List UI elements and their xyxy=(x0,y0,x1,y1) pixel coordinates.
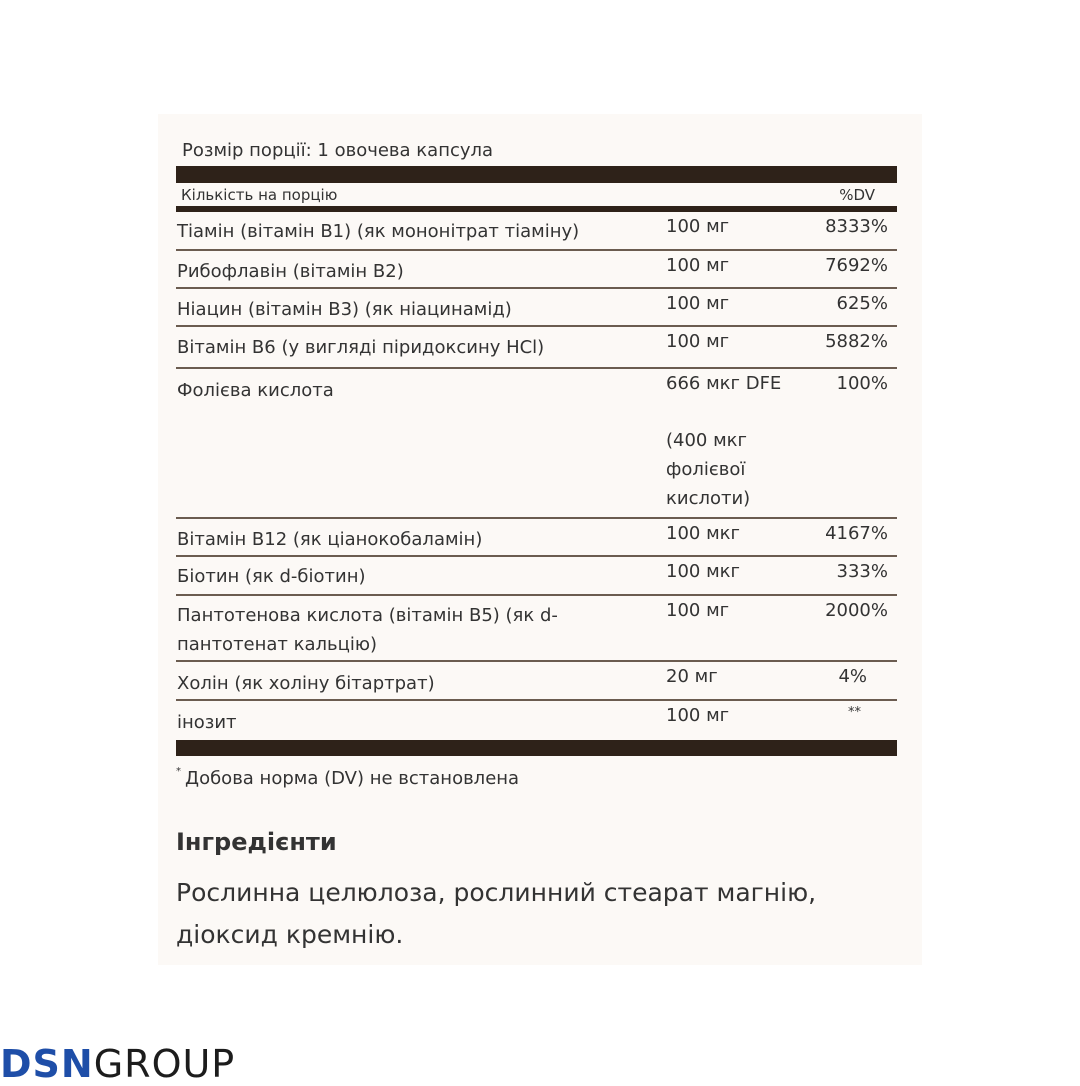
nutrient-amount: 20 мг xyxy=(666,666,718,687)
nutrient-dv: ** xyxy=(848,705,861,720)
nutrient-name: Ніацин (вітамін B3) (як ніацинамід) xyxy=(177,299,512,320)
brand-logo xyxy=(0,1044,235,1084)
dv-column-label: %DV xyxy=(839,186,875,204)
nutrient-dv: 2000% xyxy=(825,600,888,621)
nutrient-name: Фолієва кислота xyxy=(177,380,334,401)
nutrient-dv: 100% xyxy=(836,373,888,394)
nutrient-name: Холін (як холіну бітартрат) xyxy=(177,673,435,694)
table-row xyxy=(176,596,897,662)
nutrient-amount: 100 мкг xyxy=(666,523,740,544)
dv-footnote xyxy=(176,768,519,789)
footnote-mark: * xyxy=(176,766,181,777)
ingredients-title: Інгредієнти xyxy=(176,828,337,856)
footnote-text: Добова норма (DV) не встановлена xyxy=(185,768,520,789)
nutrient-dv: 333% xyxy=(836,561,888,582)
nutrient-amount: 666 мкг DFE xyxy=(666,373,782,394)
table-row xyxy=(176,557,897,596)
nutrient-name: Рибофлавін (вітамін B2) xyxy=(177,261,404,282)
nutrient-name: Пантотенова кислота (вітамін B5) (як d-пантотенат кальцію) xyxy=(177,605,558,655)
nutrient-name: Вітамін B12 (як ціанокобаламін) xyxy=(177,529,483,550)
logo-part-group: GROUP xyxy=(93,1042,236,1086)
nutrient-amount-note: (400 мкг фолієвої кислоти) xyxy=(666,430,751,509)
ingredients-text: Рослинна целюлоза, рослинний стеарат магнію, діоксид кремнію. xyxy=(176,878,817,949)
nutrient-amount: 100 мкг xyxy=(666,561,740,582)
nutrient-dv: 4% xyxy=(838,666,867,687)
table-row xyxy=(176,212,897,251)
table-row xyxy=(176,327,897,369)
serving-size: Розмір порції: 1 овочева капсула xyxy=(182,140,494,161)
nutrient-amount: 100 мг xyxy=(666,331,730,352)
nutrient-dv: 625% xyxy=(836,293,888,314)
nutrient-amount: 100 мг xyxy=(666,293,730,314)
nutrient-name: Тіамін (вітамін B1) (як мононітрат тіаміну) xyxy=(177,221,580,242)
nutrient-amount: 100 мг xyxy=(666,705,730,726)
nutrient-name: інозит xyxy=(177,712,237,733)
logo-part-dsn: DSN xyxy=(0,1042,94,1086)
nutrient-name: Біотин (як d-біотин) xyxy=(177,566,366,587)
nutrient-amount: 100 мг xyxy=(666,600,730,621)
table-row xyxy=(176,519,897,557)
nutrient-table xyxy=(176,212,897,739)
footer-divider-thick xyxy=(176,740,897,756)
table-row xyxy=(176,701,897,739)
table-row xyxy=(176,662,897,701)
table-row xyxy=(176,289,897,327)
header-divider-thick xyxy=(176,166,897,183)
amount-per-serving-label: Кількість на порцію xyxy=(181,186,338,204)
nutrient-dv: 5882% xyxy=(825,331,888,352)
table-header xyxy=(176,183,897,206)
nutrient-dv: 4167% xyxy=(825,523,888,544)
nutrient-amount: 100 мг xyxy=(666,255,730,276)
nutrient-dv: 7692% xyxy=(825,255,888,276)
nutrient-name: Вітамін B6 (у вигляді піридоксину HCl) xyxy=(177,337,545,358)
table-row xyxy=(176,369,897,519)
nutrient-amount: 100 мг xyxy=(666,216,730,237)
table-row xyxy=(176,251,897,289)
nutrient-dv: 8333% xyxy=(825,216,888,237)
